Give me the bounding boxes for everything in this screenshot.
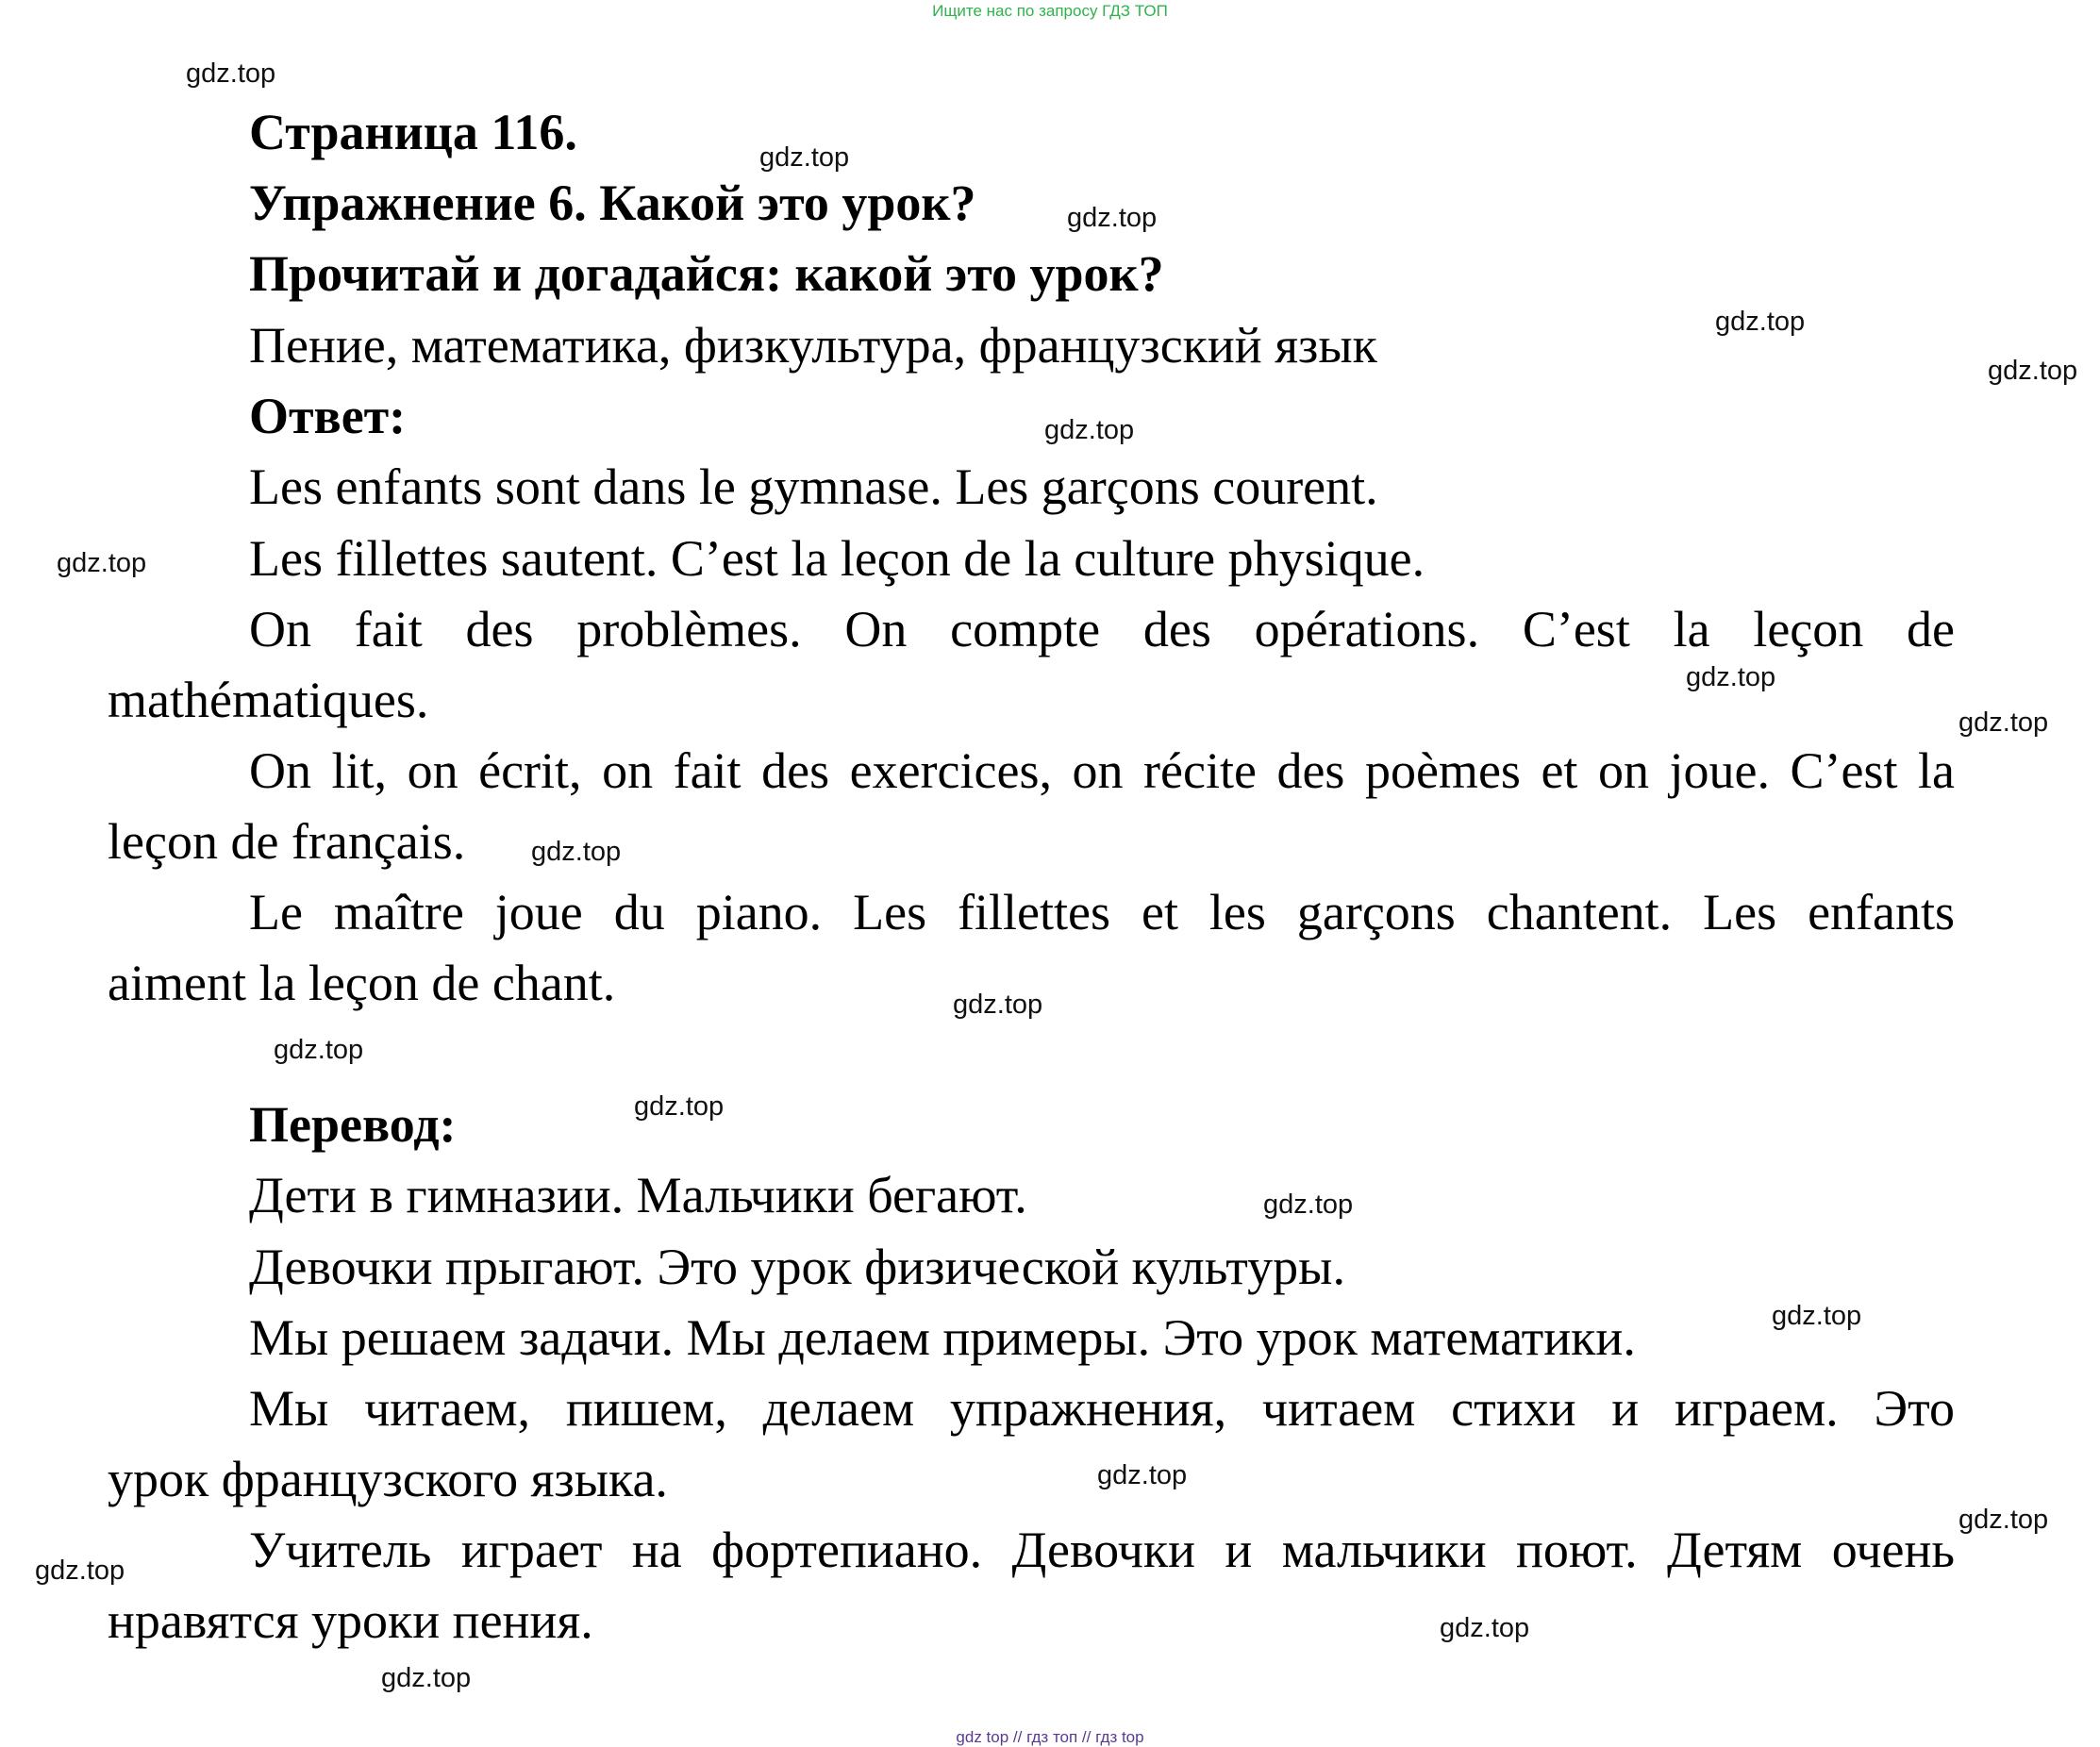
options-line: Пение, математика, физкультура, французский язык	[249, 317, 1377, 374]
watermark: gdz.top	[274, 1035, 364, 1065]
watermark: gdz.top	[1440, 1613, 1530, 1643]
exercise-heading: Упражнение 6. Какой это урок?	[249, 175, 976, 231]
translation-label: Перевод:	[249, 1096, 457, 1153]
watermark: gdz.top	[1263, 1190, 1354, 1220]
watermark: gdz.top	[1958, 1505, 2049, 1535]
answer-line: leçon de français.	[108, 813, 466, 870]
watermark: gdz.top	[1958, 707, 2049, 738]
translation-line: Учитель играет на фортепиано. Девочки и мальчики поют. Детям очень	[249, 1522, 1955, 1578]
watermark: gdz.top	[759, 142, 850, 173]
translation-line: нравятся уроки пения.	[108, 1592, 593, 1649]
answer-line: On fait des problèmes. On compte des opérations. C’est la leçon de	[249, 601, 1955, 657]
page-number-heading: Страница 116.	[249, 104, 577, 160]
watermark: gdz.top	[1988, 356, 2078, 386]
answer-line: On lit, on écrit, on fait des exercices, on récite des poèmes et on joue. C’est la	[249, 742, 1955, 799]
task-heading: Прочитай и догадайся: какой это урок?	[249, 245, 1164, 302]
watermark: gdz.top	[1686, 662, 1776, 692]
top-banner: Ищите нас по запросу ГДЗ ТОП	[932, 2, 1168, 20]
watermark: gdz.top	[1772, 1301, 1862, 1331]
translation-line: урок французского языка.	[108, 1451, 668, 1507]
answer-line: Les fillettes sautent. C’est la leçon de la culture physique.	[249, 530, 1425, 587]
translation-line: Дети в гимназии. Мальчики бегают.	[249, 1167, 1027, 1223]
translation-line: Мы решаем задачи. Мы делаем примеры. Это урок математики.	[249, 1309, 1636, 1366]
answer-line: Les enfants sont dans le gymnase. Les garçons courent.	[249, 458, 1378, 515]
answer-line: Le maître joue du piano. Les fillettes et les garçons chantent. Les enfants	[249, 884, 1955, 940]
bottom-banner: gdz top // гдз топ // гдз top	[956, 1728, 1144, 1746]
watermark: gdz.top	[1044, 415, 1135, 445]
watermark: gdz.top	[57, 548, 147, 578]
watermark: gdz.top	[381, 1663, 472, 1693]
answer-label: Ответ:	[249, 388, 407, 444]
watermark: gdz.top	[953, 990, 1043, 1020]
watermark: gdz.top	[1097, 1460, 1188, 1490]
watermark: gdz.top	[35, 1556, 125, 1586]
answer-line: mathématiques.	[108, 672, 429, 728]
watermark: gdz.top	[531, 837, 622, 867]
watermark: gdz.top	[186, 58, 276, 89]
translation-line: Мы читаем, пишем, делаем упражнения, читаем стихи и играем. Это	[249, 1380, 1955, 1437]
watermark: gdz.top	[634, 1091, 725, 1122]
watermark: gdz.top	[1715, 307, 1806, 337]
watermark: gdz.top	[1067, 203, 1158, 233]
answer-line: aiment la leçon de chant.	[108, 955, 616, 1011]
translation-line: Девочки прыгают. Это урок физической культуры.	[249, 1239, 1345, 1295]
